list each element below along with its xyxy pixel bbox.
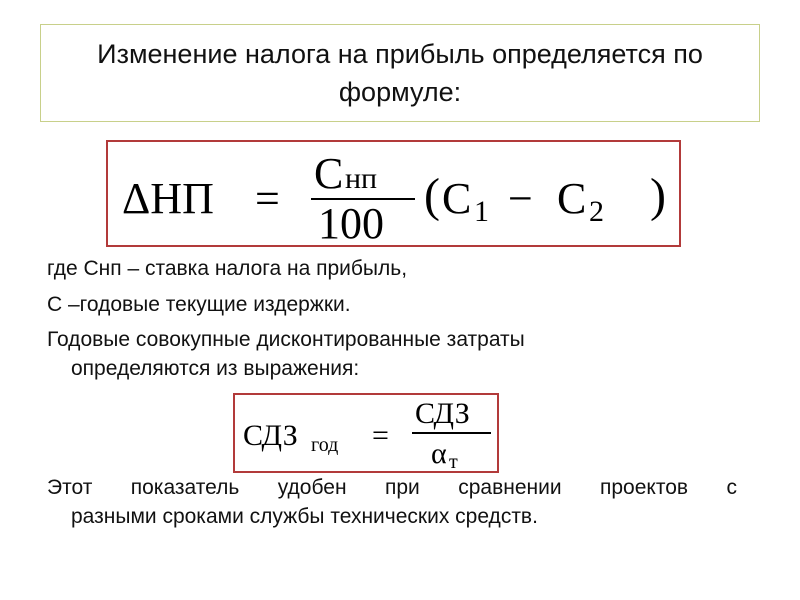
formula2-denominator: α — [431, 437, 447, 470]
formula-c1: C — [442, 174, 472, 223]
formula2-equals: = — [372, 419, 389, 452]
text-line-4a: Этот показатель удобен при сравнении проектов с — [47, 476, 737, 499]
formula-equals: = — [255, 174, 280, 223]
formula-box-annual-costs — [233, 393, 499, 473]
text-line-3b: определяются из выражения: — [71, 357, 360, 380]
formula-c2: C — [557, 174, 587, 223]
formula-open-paren: ( — [424, 169, 440, 222]
formula2-lhs-sub: год — [311, 434, 339, 456]
text-line-3a: Годовые совокупные дисконтированные затраты — [47, 328, 525, 351]
text-line-1: где Снп – ставка налога на прибыль, — [47, 257, 408, 280]
formula-numerator-sub: нп — [345, 162, 378, 195]
formula-denominator: 100 — [318, 199, 384, 248]
formula-numerator: С — [314, 149, 344, 198]
formula-box-tax-change — [106, 140, 681, 247]
formula-annual-costs — [235, 395, 501, 475]
formula-lhs: ΔНП — [122, 174, 214, 223]
formula-tax-change — [108, 142, 683, 249]
formula2-lhs: СДЗ — [243, 419, 298, 452]
text-line-2: С –годовые текущие издержки. — [47, 293, 351, 316]
text-line-4b: разными сроками службы технических средств. — [71, 505, 538, 528]
formula-close-paren: ) — [650, 169, 666, 222]
formula2-denominator-sub: т — [449, 451, 458, 473]
formula2-numerator: СДЗ — [415, 397, 470, 430]
page-title: Изменение налога на прибыль определяется по формуле: — [97, 39, 703, 107]
formula-c2-sub: 2 — [589, 195, 604, 228]
title-box — [40, 24, 760, 122]
formula-c1-sub: 1 — [474, 195, 489, 228]
formula-minus: − — [508, 174, 533, 223]
